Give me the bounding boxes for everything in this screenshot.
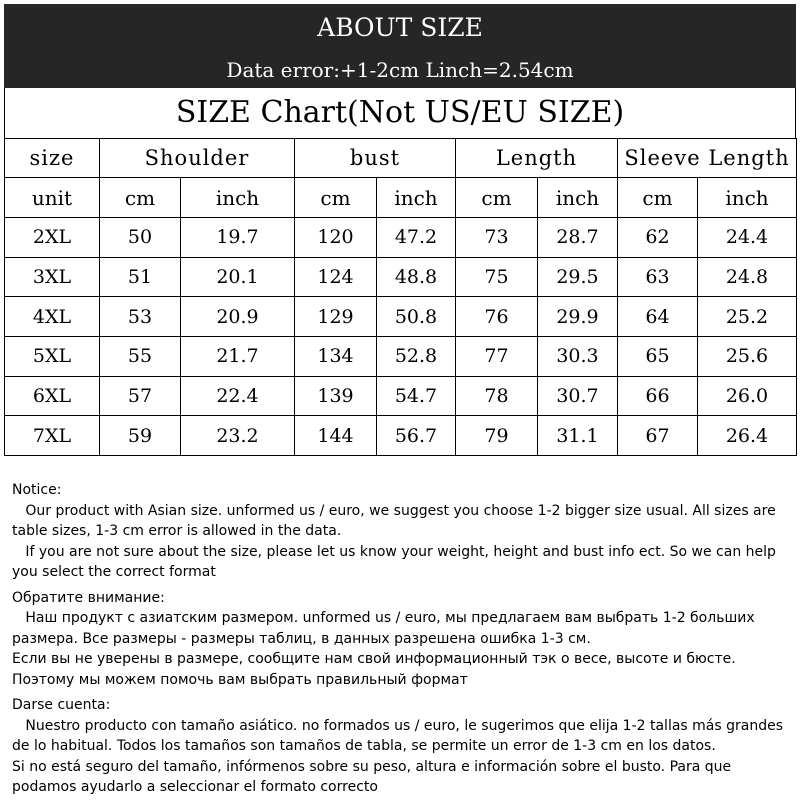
size-cell: 5XL — [5, 337, 100, 377]
table-cell: 20.9 — [181, 297, 295, 337]
table-cell: 79 — [456, 416, 538, 456]
header-length: Length — [456, 139, 618, 178]
table-row — [5, 337, 797, 377]
notice-paragraph: Our product with Asian size. unformed us / euro, we suggest you choose 1-2 bigger size usual. All sizes are table sizes, 1-3 cm error is allowed in the data. — [12, 502, 781, 539]
size-cell: 2XL — [5, 218, 100, 258]
size-cell: 7XL — [5, 416, 100, 456]
notice-paragraph: Если вы не уверены в размере, сообщите нам свой информационный тэк о весе, высоте и бюсте. Поэтому мы можем помочь вам выбрать правильный формат — [12, 651, 741, 688]
notice-paragraph: If you are not sure about the size, please let us know your weight, height and bust info ect. So we can help you select the correct format — [12, 543, 781, 580]
table-cell: 53 — [100, 297, 181, 337]
table-cell: 129 — [295, 297, 377, 337]
table-cell: 63 — [618, 257, 698, 297]
table-cell: 24.4 — [698, 218, 797, 258]
table-cell: 50.8 — [377, 297, 456, 337]
table-cell: 30.7 — [538, 376, 618, 416]
unit-header: inch — [698, 178, 797, 218]
table-cell: 52.8 — [377, 337, 456, 377]
size-cell: 4XL — [5, 297, 100, 337]
table-cell: 76 — [456, 297, 538, 337]
unit-header: inch — [538, 178, 618, 218]
table-cell: 139 — [295, 376, 377, 416]
table-cell: 77 — [456, 337, 538, 377]
table-cell: 21.7 — [181, 337, 295, 377]
table-row — [5, 257, 797, 297]
notice-heading: Notice: — [12, 482, 62, 498]
table-cell: 51 — [100, 257, 181, 297]
table-cell: 47.2 — [377, 218, 456, 258]
header-shoulder: Shoulder — [100, 139, 295, 178]
notice-english — [12, 480, 792, 583]
size-cell: 6XL — [5, 376, 100, 416]
table-cell: 29.9 — [538, 297, 618, 337]
table-cell: 48.8 — [377, 257, 456, 297]
table-cell: 78 — [456, 376, 538, 416]
table-cell: 20.1 — [181, 257, 295, 297]
notice-heading: Darse cuenta: — [12, 697, 111, 713]
table-cell: 25.6 — [698, 337, 797, 377]
table-cell: 23.2 — [181, 416, 295, 456]
table-cell: 31.1 — [538, 416, 618, 456]
unit-header: cm — [100, 178, 181, 218]
size-chart-table — [4, 138, 797, 456]
table-cell: 54.7 — [377, 376, 456, 416]
table-cell: 75 — [456, 257, 538, 297]
table-cell: 26.4 — [698, 416, 797, 456]
table-cell: 29.5 — [538, 257, 618, 297]
table-row — [5, 376, 797, 416]
table-cell: 30.3 — [538, 337, 618, 377]
table-cell: 26.0 — [698, 376, 797, 416]
notice-paragraph: Si no está seguro del tamaño, infórmenos sobre su peso, altura e información sobre el busto. Para que podamos ayudarlo a seleccionar el formato correcto — [12, 758, 736, 795]
banner-subtitle: Data error:+1-2cm Linch=2.54cm — [4, 52, 796, 88]
table-cell: 65 — [618, 337, 698, 377]
table-cell: 73 — [456, 218, 538, 258]
notice-russian — [12, 588, 792, 691]
table-cell: 59 — [100, 416, 181, 456]
unit-header: cm — [456, 178, 538, 218]
notice-section — [12, 480, 792, 803]
unit-header: unit — [5, 178, 100, 218]
notice-paragraph: Наш продукт с азиатским размером. unformed us / euro, мы предлагаем вам выбрать 1-2 больших размера. Все размеры - размеры таблиц, в данных разрешена ошибка 1-3 см. — [12, 610, 760, 647]
unit-header-row — [5, 178, 797, 218]
table-row — [5, 297, 797, 337]
table-cell: 124 — [295, 257, 377, 297]
table-cell: 56.7 — [377, 416, 456, 456]
table-cell: 24.8 — [698, 257, 797, 297]
table-cell: 134 — [295, 337, 377, 377]
table-cell: 22.4 — [181, 376, 295, 416]
notice-spanish — [12, 695, 792, 798]
size-cell: 3XL — [5, 257, 100, 297]
table-cell: 67 — [618, 416, 698, 456]
table-cell: 57 — [100, 376, 181, 416]
notice-heading: Обратите внимание: — [12, 589, 165, 606]
table-cell: 55 — [100, 337, 181, 377]
table-row — [5, 218, 797, 258]
header-size: size — [5, 139, 100, 178]
notice-paragraph: Nuestro producto con tamaño asiático. no formados us / euro, le sugerimos que elija 1-2 tallas más grandes de lo habitual. Todos los tamaños son tamaños de tabla, se permite un error de 1-3 cm en los datos. — [12, 717, 788, 754]
table-cell: 120 — [295, 218, 377, 258]
header-sleeve-length: Sleeve Length — [618, 139, 797, 178]
table-cell: 19.7 — [181, 218, 295, 258]
unit-header: cm — [295, 178, 377, 218]
table-cell: 28.7 — [538, 218, 618, 258]
unit-header: cm — [618, 178, 698, 218]
header-bust: bust — [295, 139, 456, 178]
table-cell: 64 — [618, 297, 698, 337]
banner-title: ABOUT SIZE — [4, 4, 796, 52]
table-cell: 62 — [618, 218, 698, 258]
chart-title: SIZE Chart(Not US/EU SIZE) — [4, 88, 796, 138]
table-cell: 50 — [100, 218, 181, 258]
table-cell: 144 — [295, 416, 377, 456]
table-cell: 25.2 — [698, 297, 797, 337]
table-cell: 66 — [618, 376, 698, 416]
table-row — [5, 416, 797, 456]
unit-header: inch — [181, 178, 295, 218]
group-header-row — [5, 139, 797, 178]
unit-header: inch — [377, 178, 456, 218]
